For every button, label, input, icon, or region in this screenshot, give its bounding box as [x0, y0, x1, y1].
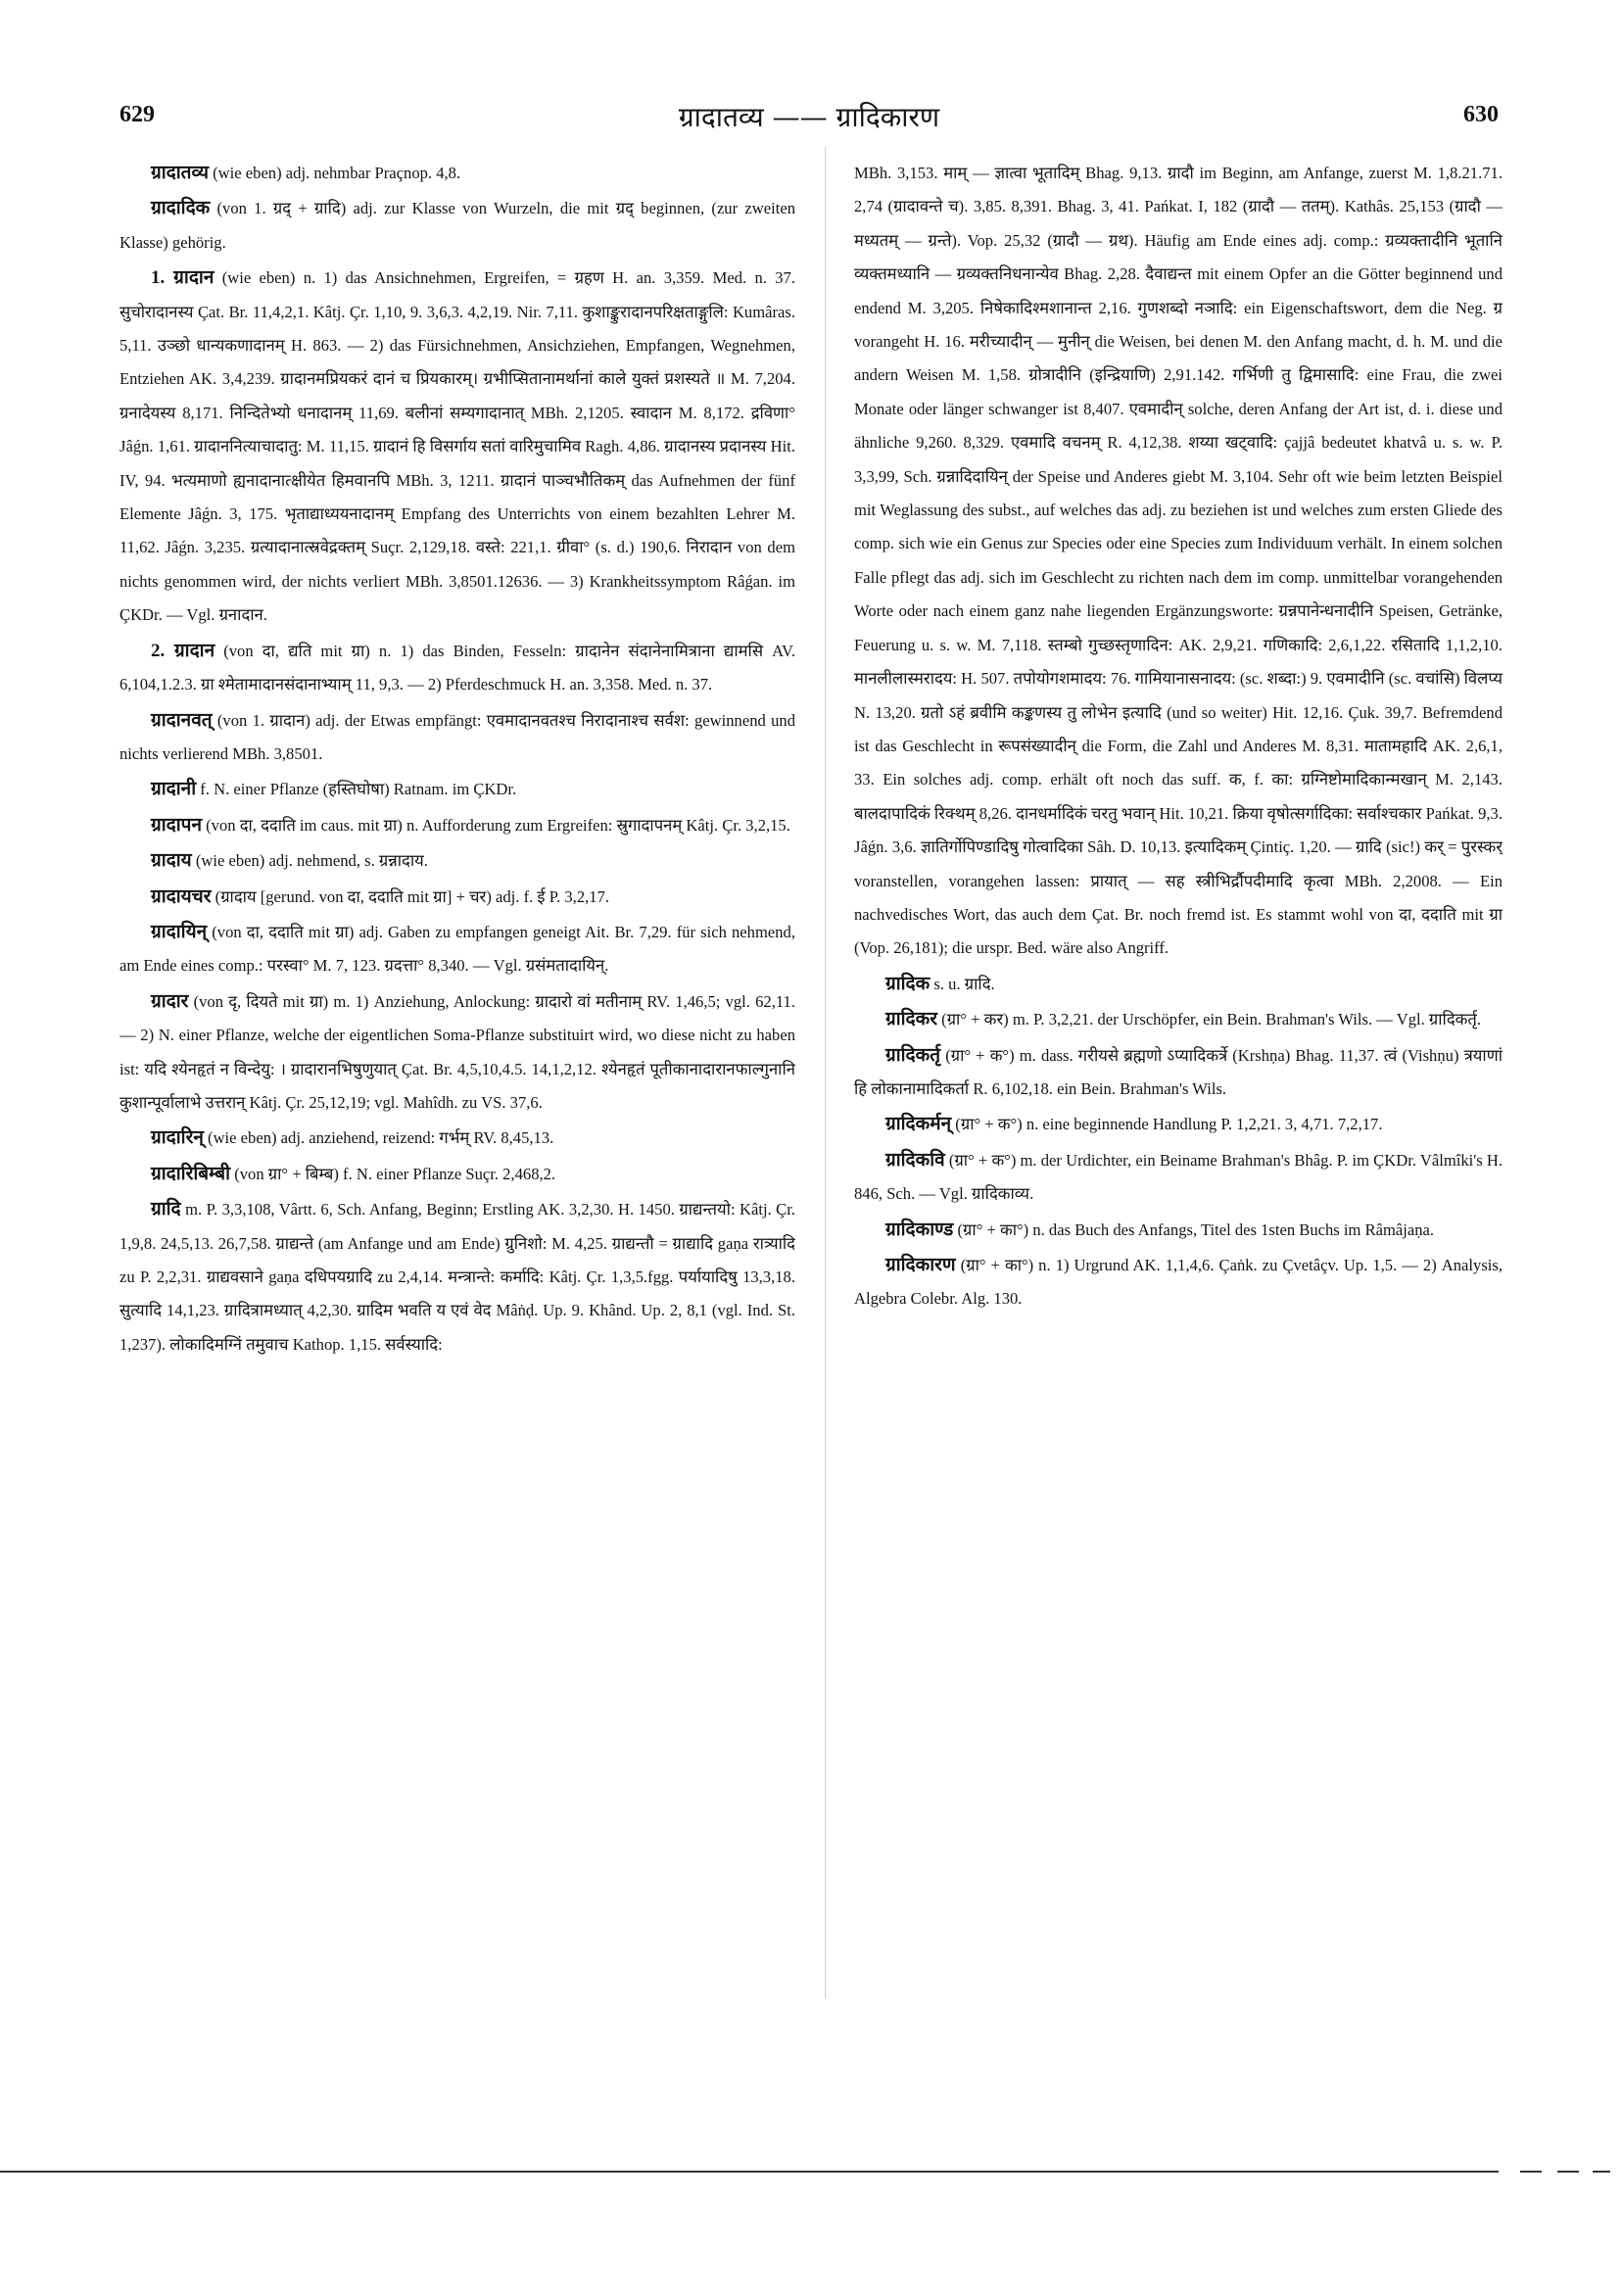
dictionary-entry [119, 262, 795, 632]
page-header [119, 96, 1499, 135]
entry-headword: ग्रादिकर्मन् [885, 1114, 952, 1135]
footer-dash [1520, 2171, 1542, 2173]
entry-text: (ग्रादाय [gerund. von दा, ददाति mit ग्रा] + चर) adj. f. ई P. 3,2,17. [211, 886, 610, 906]
entry-text: (ग्रा° + क°) m. dass. गरीयसे ब्रह्मणो ऽप्यादिकर्त्रे (Krshṇa) Bhag. 11,37. त्वं (Vishṇu) त्रयाणां हि लोकानामादिकर्ता R. 6,102,18. ein Bein. Brahman's Wils. [854, 1045, 1503, 1098]
entry-headword: ग्रादि [151, 1199, 181, 1220]
entry-text: s. u. ग्रादि. [930, 974, 995, 993]
entry-headword: ग्रादिकारण [885, 1255, 956, 1275]
entry-headword: ग्रादिकाण्ड [885, 1219, 954, 1240]
footer-rule [0, 2171, 1499, 2173]
entry-text: MBh. 3,153. माम् — ज्ञात्वा भूतादिम् Bhag. 9,13. ग्रादौ im Beginn, am Anfange, zuerst M. 1,8.21.71. 2,74 (ग्रादावन्ते च). 3,85. 8,391. Bhag. 3, 41. Pańkat. I, 182 (ग्रादौ — ततम्). Kathâs. 25,153 (ग्रादौ — मध्यतम् — ग्रन्ते). Vop. 25,32 (ग्रादौ — ग्रथ). Häufig am Ende eines adj. comp.: ग्रव्यक्तादीनि भूतानि व्यक्तमध्यानि — ग्रव्यक्तनिधनान्येव Bhag. 2,28. दैवाद्यन्त mit einem Opfer an die Götter beginnend und endend M. 3,205. निषेकादिश्मशानान्त 2,16. गुणशब्दो नञादि: ein Eigenschaftswort, dem die Neg. ग्र vorangeht H. 16. मरीच्यादीन् — मुनीन् die Weisen, bei denen M. den Anfang macht, d. h. M. und die andern Weisen M. 1,58. ग्रोत्रादीनि (इन्द्रियाणि) 2,91.142. गर्भिणी तु द्विमासादि: eine Frau, die zwei Monate oder länger schwanger ist 8,407. एवमादीन् solche, deren Anfang der Art ist, d. i. diese und ähnliche 9,260. 8,329. एवमादि वचनम् R. 4,12,38. शय्या खट्वादि: çajjâ bedeutet khatvâ u. s. w. P. 3,3,99, Sch. ग्रन्नादिदायिन् der Speise und Anderes giebt M. 3,104. Sehr oft wie beim letzten Beispiel mit Weglassung des subst., auf welches das adj. zu beziehen ist und welches zum ersten Gliede des comp. sich wie ein Genus zur Species oder eine Species zum Individuum verhält. In einem solchen Falle pflegt das adj. sich im Geschlecht zu richten nach dem im comp. unmittelbar vorangehenden Worte oder nach einem ganz nahe liegenden Ergänzungsworte: ग्रन्नपानेन्धनादीनि Speisen, Getränke, Feuerung u. s. w. M. 7,118. स्तम्बो गुच्छस्तृणादिन: AK. 2,9,21. गणिकादि: 2,6,1,22. रसितादि 1,1,2,10. मानलीलास्मरादय: H. 507. तपोयोगशमादय: 76. गामियानासनादय: (sc. शब्दा:) 9. एवमादीनि (sc. वचांसि) विलप्य N. 13,20. ग्रतो ऽहं ब्रवीमि कङ्कणस्य तु लोभेन इत्यादि (und so weiter) Hit. 12,16. Çuk. 39,7. Befremdend ist das Geschlecht in रूपसंख्यादीन् die Form, die Zahl und Anderes M. 8,31. मातामहादि AK. 2,6,1, 33. Ein solches adj. comp. erhält oft noch das suff. क, f. का: ग्रग्निष्टोमादिकान्मखान् M. 2,143. बालदापादिकं रिक्थम् 8,26. दानधर्मादिकं चरतु भवान् Hit. 10,21. क्रिया वृषोत्सर्गादिका: सर्वाश्चकार Pańkat. 9,3. Jâǵn. 3,6. ज्ञातिर्गोपिण्डादिषु गोत्वादिका Sâh. D. 10,13. इत्यादिकम् Çintiç. 1,20. — ग्रादि (sic!) कर् = पुरस्कर् voranstellen, vorangehen lassen: प्रायात् — सह स्त्रीभिर्द्रौपदीमादि कृत्वा MBh. 2,2008. — Ein nachvedisches Wort, das auch dem Çat. Br. noch fremd ist. Es stammt wohl von दा, ददाति mit ग्रा (Vop. 26,181); die urspr. Bed. wäre also Angriff. [854, 164, 1503, 958]
dictionary-entry [119, 704, 795, 772]
entry-headword: ग्रादादिक [151, 198, 211, 219]
entry-text: (von दा, ददाति im caus. mit ग्रा) n. Aufforderung zum Ergreifen: स्रुगादापनम् Kâtj. Çr. 3,2,15. [201, 815, 790, 835]
dictionary-entry [119, 1122, 795, 1155]
entry-text: (von दृ, दियते mit ग्रा) m. 1) Anziehung, Anlockung: ग्रादारो वां मतीनाम् RV. 1,46,5; vgl. 62,11. — 2) N. einer Pflanze, welche der eigentlichen Soma-Pflanze substituirt wird, wo diese nicht zu haben ist: यदि श्येनहृतं न विन्देयु: । ग्रादारानभिषुणुयात् Çat. Br. 4,5,10,4.5. 14,1,2,12. श्येनहृतं पूतीकानादारानफाल्गुनानि कुशान्पूर्वालाभे उत्तरान् Kâtj. Çr. 25,12,19; vgl. Mahîdh. zu VS. 37,6. [119, 991, 795, 1112]
entry-headword: ग्रादिक [885, 973, 930, 994]
entry-text: (von दा, द्यति mit ग्रा) n. 1) das Binden, Fesseln: ग्रादानेन संदानेनामित्राना द्यामसि AV. 6,104,1.2.3. ग्रा श्मेतामादानसंदानाभ्याम् 11, 9,3. — 2) Pferdeschmuck H. an. 3,358. Med. n. 37. [119, 641, 795, 694]
entry-headword: ग्रादानी [151, 779, 197, 800]
entry-headword: ग्रादिकर्तृ [885, 1044, 941, 1066]
entry-headword: ग्रादाय [151, 850, 192, 872]
entry-text: (ग्रा° + क°) n. eine beginnende Handlung P. 1,2,21. 3, 4,71. 7,2,17. [951, 1115, 1383, 1134]
dictionary-entry [119, 773, 795, 806]
right-page-number: 630 [1463, 102, 1499, 127]
entry-text: (von दा, ददाति mit ग्रा) adj. Gaben zu empfangen geneigt Ait. Br. 7,29. für sich nehmend, am Ende eines comp.: परस्वा° M. 7, 123. ग्रदत्ता° 8,340. — Vgl. ग्रसंमतादायिन्. [119, 922, 795, 976]
entry-headword: ग्रादायिन् [151, 921, 208, 942]
dictionary-entry [119, 1158, 795, 1191]
left-column [119, 157, 795, 1998]
dictionary-entry [854, 1249, 1503, 1316]
entry-text: (ग्रा° + कर) m. P. 3,2,21. der Urschöpfer, ein Bein. Brahman's Wils. — Vgl. ग्रादिकर्तृ. [937, 1010, 1482, 1029]
column-divider [825, 147, 826, 1998]
footer-dash [1593, 2171, 1610, 2173]
entry-headword: ग्रादार [151, 990, 189, 1012]
entry-headword: 2. ग्रादान [151, 640, 215, 661]
dictionary-entry [119, 1193, 795, 1362]
entry-text: (wie eben) adj. anziehend, reizend: गर्भम् RV. 8,45,13. [203, 1128, 554, 1148]
dictionary-entry [854, 1108, 1503, 1141]
entry-headword: ग्रादातव्य [151, 163, 209, 183]
dictionary-entry [119, 635, 795, 702]
dictionary-entry [119, 985, 795, 1121]
entry-text: (von ग्रा° + बिम्ब) f. N. einer Pflanze Suçr. 2,468,2. [230, 1164, 556, 1183]
right-column [854, 157, 1503, 1998]
running-head: ग्रादातव्य —— ग्रादिकारण [678, 101, 940, 133]
dictionary-entry [119, 881, 795, 914]
entry-headword: ग्रादारिन् [151, 1127, 204, 1149]
dictionary-entry [854, 968, 1503, 1001]
entry-text: (ग्रा° + का°) n. das Buch des Anfangs, Titel des 1sten Buchs im Râmâjaṇa. [953, 1220, 1435, 1239]
entry-text: (von 1. ग्रद् + ग्रादि) adj. zur Klasse von Wurzeln, die mit ग्रद् beginnen, (zur zweiten Klasse) gehörig. [119, 199, 795, 252]
entry-headword: ग्रादानवत् [151, 709, 213, 731]
entry-text: (von 1. ग्रादान) adj. der Etwas empfängt: एवमादानवतश्च निरादानाश्च सर्वश: gewinnend und nichts verlierend MBh. 3,8501. [119, 710, 795, 763]
entry-headword: ग्रादारिबिम्बी [151, 1163, 231, 1184]
entry-text: f. N. einer Pflanze (हस्तिघोषा) Ratnam. im ÇKDr. [196, 780, 517, 799]
entry-headword: 1. ग्रादान [151, 267, 215, 289]
entry-text: m. P. 3,3,108, Vârtt. 6, Sch. Anfang, Beginn; Erstling AK. 3,2,30. H. 1450. ग्राद्यन्तयो: Kâtj. Çr. 1,9,8. 24,5,13. 26,7,58. ग्राद्यन्ते (am Anfange und am Ende) ग्रुनिशो: M. 4,25. ग्राद्यन्तौ = ग्राद्यादि gaṇa रात्र्यादि zu P. 2,2,31. ग्राद्यवसाने gaṇa दधिपयग्रादि zu 2,4,14. मन्त्रान्ते: कर्मादि: Kâtj. Çr. 1,3,5.fgg. पर्यायादिषु 13,3,18. सुत्यादि 14,1,23. ग्रादित्रामध्यात् 4,2,30. ग्रादिम भवति य एवं वेद Mâṅḍ. Up. 9. Khând. Up. 2, 8,1 (vgl. Ind. St. 1,237). लोकादिमग्निं तमुवाच Kathop. 1,15. सर्वस्यादि: [119, 1200, 795, 1354]
dictionary-entry [119, 192, 795, 260]
dictionary-entry [119, 157, 795, 190]
entry-text: (wie eben) adj. nehmbar Praçnop. 4,8. [209, 164, 461, 182]
entry-headword: ग्रादापन [151, 814, 202, 836]
entry-text: (ग्रा° + का°) n. 1) Urgrund AK. 1,1,4,6. Çaṅk. zu Çvetâçv. Up. 1,5. — 2) Analysis, Algebra Colebr. Alg. 130. [854, 1256, 1503, 1309]
left-page-number: 629 [119, 102, 155, 127]
dictionary-entry [854, 1003, 1503, 1036]
entry-headword: ग्रादिकवि [885, 1149, 945, 1171]
dictionary-entry [854, 1039, 1503, 1107]
dictionary-entry [854, 1144, 1503, 1212]
dictionary-entry [119, 844, 795, 878]
dictionary-entry [854, 157, 1503, 966]
dictionary-entry [119, 809, 795, 842]
dictionary-entry [854, 1214, 1503, 1247]
footer-dash [1557, 2171, 1579, 2173]
dictionary-entry [119, 916, 795, 983]
entry-headword: ग्रादिकर [885, 1009, 938, 1030]
entry-text: (wie eben) n. 1) das Ansichnehmen, Ergreifen, = ग्रहण H. an. 3,359. Med. n. 37. सुचोरादानस्य Çat. Br. 11,4,2,1. Kâtj. Çr. 1,10, 9. 3,6,3. 4,2,19. Nir. 7,11. कुशाङ्कुरादानपरिक्षताङ्गुलि: Kumâras. 5,11. उञ्छो धान्यकणादानम् H. 863. — 2) das Fürsichnehmen, Ansichziehen, Empfangen, Wegnehmen, Entziehen AK. 3,4,239. ग्रादानमप्रियकरं दानं च प्रियकारम्। ग्रभीप्सितानामर्थानां काले युक्तं प्रशस्यते ॥ M. 7,204. ग्रनादेयस्य 8,171. निन्दितेभ्यो धनादानम् 11,69. बलीनां सम्यगादानात् MBh. 2,1205. स्वादान M. 8,172. द्रविणा° Jâǵn. 1,61. ग्रादाननित्याचादातु: M. 11,15. ग्रादानं हि विसर्गाय सतां वारिमुचामिव Ragh. 4,86. ग्रादानस्य प्रदानस्य Hit. IV, 94. भत्यमाणो ह्यनादानात्क्षीयेत हिमवानपि MBh. 3, 1211. ग्रादानं पाञ्चभौतिकम् das Aufnehmen der fünf Elemente Jâǵn. 3, 175. भृताद्याध्ययनादानम् Empfang des Unterrichts von einem bezahlten Lehrer M. 11,62. Jâǵn. 3,235. ग्रत्यादानात्स्रवेद्रक्तम् Suçr. 2,129,18. वस्ते: 221,1. ग्रीवा° (s. d.) 190,6. निरादान von dem nichts genommen wird, der nichts verliert MBh. 3,8501.12636. — 3) Krankheitssymptom Râǵan. im ÇKDr. — Vgl. ग्रनादान. [119, 268, 795, 625]
entry-headword: ग्रादायचर [151, 885, 212, 907]
entry-text: (wie eben) adj. nehmend, s. ग्रन्नादाय. [191, 851, 428, 871]
entry-text: (ग्रा° + क°) m. der Urdichter, ein Beiname Brahman's Bhâg. P. im ÇKDr. Vâlmîki's H. 846, Sch. — Vgl. ग्रादिकाव्य. [854, 1150, 1503, 1204]
